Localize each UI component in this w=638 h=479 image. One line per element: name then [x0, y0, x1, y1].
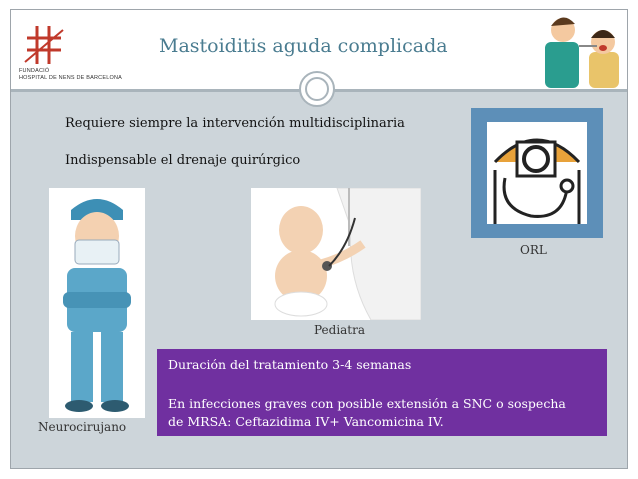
logo-text-line2: HOSPITAL DE NENS DE BARCELONA — [19, 74, 122, 81]
treatment-box — [157, 349, 607, 436]
label-pediatra: Pediatra — [314, 323, 366, 337]
slide-title: Mastoiditis aguda complicada — [159, 35, 448, 57]
antibiotic-line: de MRSA: Ceftazidima IV+ Vancomicina IV. — [168, 414, 444, 429]
decorative-circle — [299, 71, 335, 107]
neurosurgeon-illustration — [49, 188, 145, 418]
hospital-logo — [19, 24, 129, 84]
bullet-1: Requiere siempre la intervención multidisciplinaria — [65, 116, 405, 131]
pediatrician-baby-photo — [251, 188, 421, 320]
logo-text-line1: FUNDACIÓ — [19, 68, 50, 74]
treatment-duration: Duración del tratamiento 3-4 semanas — [168, 357, 412, 372]
label-neurocirujano: Neurocirujano — [38, 420, 127, 434]
label-orl: ORL — [520, 243, 547, 257]
slide — [10, 9, 628, 469]
logo-text — [19, 68, 139, 81]
severe-infection-line: En infecciones graves con posible extensión a SNC o sospecha — [168, 396, 566, 411]
hospital-logo-icon — [19, 24, 69, 68]
orl-doctor-illustration — [471, 108, 603, 238]
bullet-2: Indispensable el drenaje quirúrgico — [65, 153, 301, 168]
doctor-child-illustration — [541, 12, 627, 88]
